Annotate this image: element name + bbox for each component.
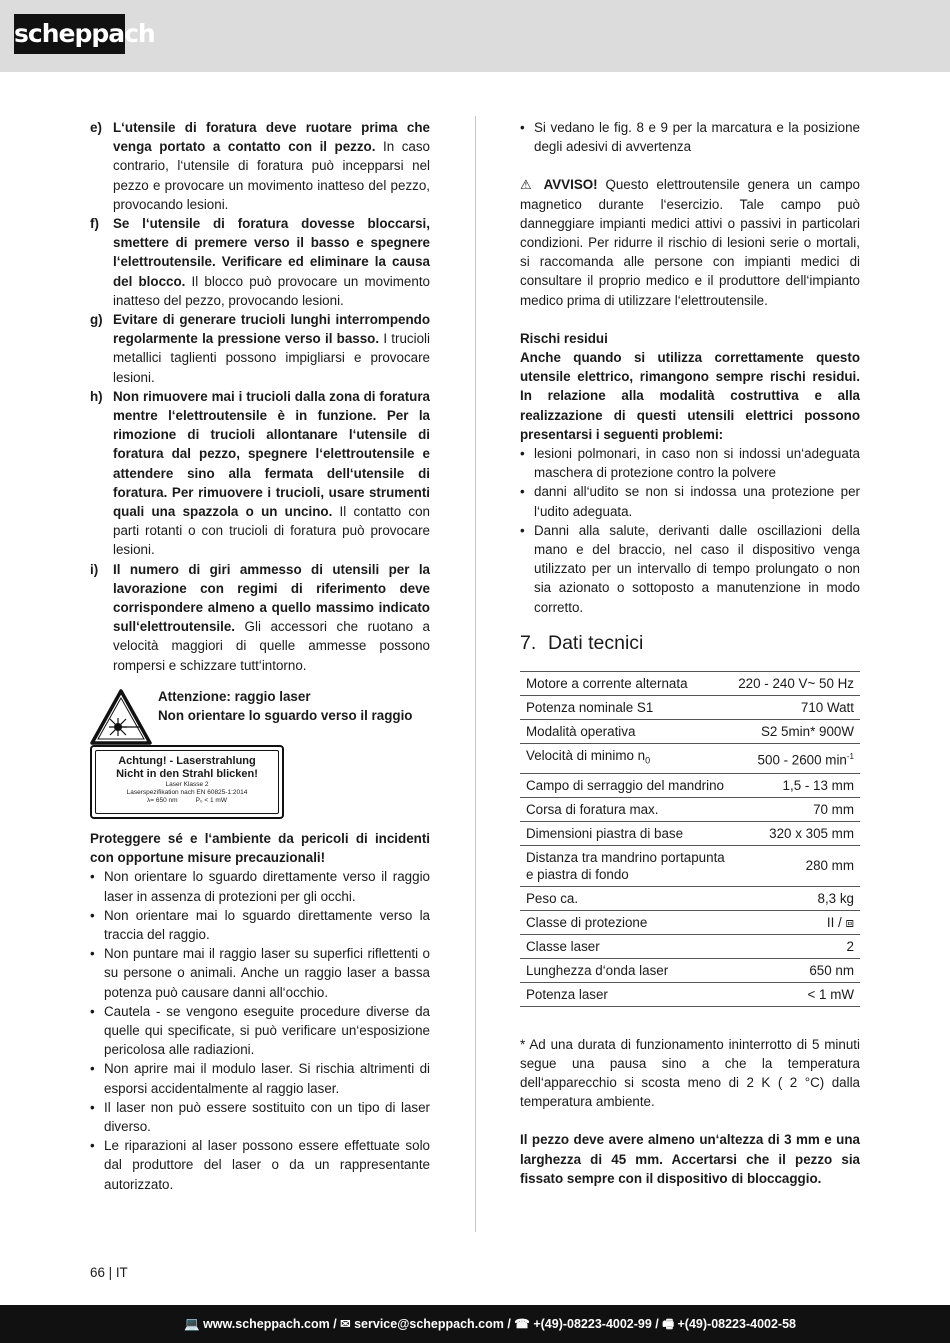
warning-icon: ⚠: [520, 177, 536, 193]
residual-bullet-item: [520, 444, 860, 482]
spec-label: [520, 773, 732, 797]
spec-label-text: Potenza nominale S1: [526, 699, 654, 715]
spec-value-text: 70 mm: [813, 801, 854, 817]
bullet-icon: •: [90, 1099, 95, 1115]
spec-value: [732, 910, 860, 934]
spec-label: [520, 886, 732, 910]
list-text: [113, 387, 430, 560]
bullet-icon: •: [90, 1003, 95, 1019]
spec-label-text: Classe di protezione: [526, 914, 648, 930]
magnetic-warning: [520, 175, 860, 309]
workpiece-note: Il pezzo deve avere almeno un‘altezza di 3 mm e una larghezza di 45 mm. Accertarsi che il pezzo sia fissato sempre con il dispositivo di bloccaggio.: [520, 1132, 860, 1186]
bullet-text: Non orientare lo sguardo direttamente verso il raggio laser in assenza di protezioni per gli occhi.: [104, 869, 430, 904]
bullet-icon: •: [90, 1138, 95, 1154]
spec-value: [732, 845, 860, 886]
spec-label: [520, 671, 732, 695]
left-column: [90, 118, 430, 1194]
spec-row: [520, 958, 860, 982]
bullet-text: Il laser non può essere sostituito con un tipo di laser diverso.: [104, 1099, 430, 1134]
safety-list: [90, 118, 430, 675]
bullet-icon: •: [520, 446, 525, 462]
spec-label-text: Corsa di foratura max.: [526, 801, 659, 817]
protect-heading: Proteggere sé e l‘ambiente da pericoli di incidenti con opportune misure precauzionali!: [90, 830, 430, 866]
spec-label-text: Modalità operativa: [526, 723, 636, 739]
spec-row: [520, 743, 860, 773]
spec-value-text: 220 - 240 V~ 50 Hz: [738, 675, 854, 691]
list-regular-text: Il contatto con parti rotanti o con trucioli di foratura può provocare lesioni.: [113, 504, 430, 558]
spec-label: [520, 910, 732, 934]
spec-value-text: 1,5 - 13 mm: [782, 777, 854, 793]
spec-label: [520, 845, 732, 886]
spec-value: [732, 886, 860, 910]
list-regular-text: In caso contrario, l‘utensile di foratura può incepparsi nel pezzo e provocare un movimento inatteso del pezzo, provocando lesioni.: [113, 139, 430, 212]
spec-value: [732, 934, 860, 958]
bullet-text: lesioni polmonari, in caso non si indossi un‘adeguata maschera di protezione contro la polvere: [534, 446, 860, 481]
page-header: [0, 0, 950, 72]
spec-row: [520, 845, 860, 886]
bullet-icon: •: [90, 946, 95, 962]
list-text: [113, 118, 430, 214]
spec-label-text: Distanza tra mandrino portapunta e piastra di fondo: [526, 849, 725, 882]
bullet-text: Non aprire mai il modulo laser. Si rischia altrimenti di esporsi accidentalmente al raggio laser.: [104, 1061, 430, 1096]
safety-list-item: [90, 214, 430, 310]
warning-label: AVVISO!: [543, 177, 598, 193]
list-bold-text: Non rimuovere mai i trucioli dalla zona di foratura mentre l‘elettroutensile è in funzione. Per la rimozione di trucioli allontanare l‘utensile di foratura dal pezzo, spegnere l‘elettroutensile e attendere sino alla fermata dell‘utensile di foratura. Per rimuovere i trucioli, usare strumenti quali una spazzola o un uncino.: [113, 388, 430, 520]
residual-bullet-item: [520, 482, 860, 520]
laser-label-spec: Laserspezifikation nach EN 60825-1:2014: [126, 788, 248, 796]
laser-bullet-item: [90, 1002, 430, 1060]
spec-row: [520, 719, 860, 743]
spec-label-text: Velocità di minimo n: [526, 747, 646, 763]
laser-bullet-item: [90, 1136, 430, 1194]
spec-value: [732, 773, 860, 797]
list-text: [113, 214, 430, 310]
column-divider: [475, 116, 476, 1232]
spec-row: [520, 910, 860, 934]
residual-intro: Anche quando si utilizza correttamente questo utensile elettrico, rimangono sempre rischi residui. In relazione alla modalità costruttiva e alla realizzazione di questi utensili elettrici possono presentarsi i seguenti problemi:: [520, 350, 860, 442]
spec-value-text: 650 nm: [809, 962, 854, 978]
residual-heading: Rischi residui: [520, 330, 608, 346]
footnote: * Ad una durata di funzionamento ininterrotto di 5 minuti segue una pausa sino a che la temperatura dell‘apparecchio si scosta meno di 2 K ( 2 °C) dalla temperatura ambiente.: [520, 1036, 860, 1110]
spec-value: [732, 797, 860, 821]
list-bold-text: L‘utensile di foratura deve ruotare prima che venga portato a contatto con il pezzo.: [113, 120, 430, 155]
safety-list-item: [90, 310, 430, 387]
spec-value-text: 280 mm: [805, 858, 854, 874]
section-number: 7.: [520, 631, 537, 654]
bullet-icon: •: [520, 522, 525, 538]
spec-value-text: II / ⧈: [826, 914, 854, 930]
spec-label: [520, 743, 732, 773]
spec-value: [732, 743, 860, 773]
section-title: Dati tecnici: [548, 631, 644, 654]
bullet-icon: •: [520, 484, 525, 500]
laser-label-class: Laser Klasse 2: [165, 780, 209, 788]
language-code: IT: [115, 1265, 128, 1280]
laser-warning-line2: Non orientare lo sguardo verso il raggio: [158, 708, 413, 724]
spec-row: [520, 821, 860, 845]
list-regular-text: Gli accessori che ruotano a velocità maggiori di quelle ammesse possono rompersi e schizzare tutt‘intorno.: [113, 619, 430, 673]
laser-label-title2: Nicht in den Strahl blicken!: [116, 767, 258, 780]
laser-class-label: [90, 745, 284, 819]
spec-label: [520, 958, 732, 982]
bullet-icon: •: [90, 1061, 95, 1077]
bullet-text: danni all‘udito se non si indossa una protezione per l‘udito adeguata.: [534, 484, 860, 519]
spec-value-text: 320 x 305 mm: [769, 825, 854, 841]
spec-label-text: Motore a corrente alternata: [526, 675, 688, 691]
spec-value-text: < 1 mW: [807, 986, 854, 1002]
laser-label-title1: Achtung! - Laserstrahlung: [118, 754, 256, 767]
spec-label-text: Lunghezza d‘onda laser: [526, 962, 669, 978]
laser-warning-block: [90, 689, 430, 819]
laser-bullet-list: [90, 867, 430, 1193]
bullet-icon: •: [90, 907, 95, 923]
laser-bullet-item: [90, 1059, 430, 1097]
laser-bullet-item: [90, 906, 430, 944]
residual-bullet-list: [520, 444, 860, 617]
laser-hazard-icon: [90, 689, 152, 745]
spec-value: [732, 671, 860, 695]
warning-text: Questo elettroutensile genera un campo magnetico durante l‘esercizio. Tale campo può danneggiare impianti medici attivi o passivi in particolari condizioni. Per ridurre il rischio di lesioni serie o mortali, si raccomanda alle persone con impianti medici di consultare il proprio medico e il produttore dell‘impianto medico prima di utilizzare l‘elettroutensile.: [520, 177, 860, 308]
laser-warning-text: [158, 687, 430, 725]
brand-logo: scheppach: [14, 14, 125, 54]
laser-bullet-item: [90, 1098, 430, 1136]
spec-row: [520, 773, 860, 797]
spec-value-text: 8,3 kg: [817, 890, 854, 906]
spec-row: [520, 886, 860, 910]
bullet-text: Le riparazioni al laser possono essere effettuate solo dal produttore del laser o da un rappresentante autorizzato.: [104, 1138, 430, 1192]
bullet-icon: •: [90, 869, 95, 885]
spec-value: [732, 958, 860, 982]
list-regular-text: I trucioli metallici taglienti possono impigliarsi e provocare lesioni.: [113, 331, 430, 385]
list-regular-text: Il blocco può provocare un movimento inatteso del pezzo, provocando lesioni.: [113, 273, 430, 308]
safety-list-item: [90, 387, 430, 560]
laser-bullet-item: [90, 867, 430, 905]
bullet-text: Cautela - se vengono eseguite procedure diverse da quelle qui specificate, si può verificare un‘esposizione pericolosa alle radiazioni.: [104, 1003, 430, 1058]
spec-label-sub: 0: [645, 755, 651, 766]
spec-row: [520, 934, 860, 958]
laser-label-wavelength: λ= 650 nm: [147, 796, 178, 804]
list-letter: g): [90, 312, 103, 328]
contact-footer: 💻 www.scheppach.com / ✉ service@scheppach.com / ☎ +(49)-08223-4002-99 / 🖷 +(49)-08223-4002-58: [0, 1305, 950, 1343]
figure-reference-item: • Si vedano le fig. 8 e 9 per la marcatura e la posizione degli adesivi di avvertenza: [520, 118, 860, 156]
list-letter: e): [90, 120, 102, 135]
spec-value: [732, 982, 860, 1006]
laser-label-power: P₀ < 1 mW: [195, 796, 227, 804]
safety-list-item: [90, 560, 430, 675]
spec-value: [732, 821, 860, 845]
bullet-text: Non orientare mai lo sguardo direttamente verso la traccia del raggio.: [104, 907, 430, 942]
spec-value: [732, 695, 860, 719]
spec-label: [520, 982, 732, 1006]
list-letter: i): [90, 561, 99, 577]
spec-value-text: 2: [846, 938, 854, 954]
spec-label: [520, 719, 732, 743]
spec-row: [520, 671, 860, 695]
spec-value-sup: -1: [846, 751, 854, 761]
list-text: [113, 310, 430, 387]
laser-warning-line1: Attenzione: raggio laser: [158, 688, 311, 704]
spec-label: [520, 695, 732, 719]
list-text: [113, 560, 430, 675]
spec-label-text: Classe laser: [526, 938, 600, 954]
tech-specs-table: [520, 671, 860, 1007]
list-letter: h): [90, 388, 103, 404]
bullet-text: Non puntare mai il raggio laser su superfici riflettenti o su persone o animali. Anche un raggio laser a bassa potenza può causare danni all‘occhio.: [104, 946, 430, 1000]
page-number: 66 | IT: [90, 1265, 128, 1280]
list-bold-text: Evitare di generare trucioli lunghi interrompendo regolarmente la pressione verso il basso.: [113, 312, 430, 347]
spec-value-text: 710 Watt: [800, 699, 854, 715]
spec-label-text: Campo di serraggio del mandrino: [526, 777, 724, 793]
safety-list-item: [90, 118, 430, 214]
spec-row: [520, 695, 860, 719]
figure-reference-text: Si vedano le fig. 8 e 9 per la marcatura e la posizione degli adesivi di avvertenza: [534, 120, 860, 155]
spec-value-text: 500 - 2600 min: [757, 752, 847, 768]
section-heading: [520, 631, 860, 655]
spec-label: [520, 821, 732, 845]
spec-value: [732, 719, 860, 743]
bullet-text: Danni alla salute, derivanti dalle oscillazioni della mano e del braccio, nel caso il dispositivo venga utilizzato per un intervallo di tempo prolungato o non sia azionato o sottoposto a manutenzione in modo corretto.: [534, 522, 860, 615]
spec-label-text: Dimensioni piastra di base: [526, 825, 684, 841]
list-bold-text: Se l‘utensile di foratura dovesse bloccarsi, smettere di premere verso il basso e spegnere l‘elettroutensile. Verificare ed eliminare la causa del blocco.: [113, 216, 430, 289]
list-letter: f): [90, 216, 99, 232]
spec-label: [520, 934, 732, 958]
list-bold-text: Il numero di giri ammesso di utensili per la lavorazione con regimi di riferimento deve corrispondere almeno a quello massimo indicato sull‘elettroutensile.: [113, 561, 430, 635]
laser-bullet-item: [90, 944, 430, 1002]
right-column: [520, 118, 860, 1188]
spec-label-text: Potenza laser: [526, 986, 608, 1002]
residual-bullet-item: [520, 521, 860, 617]
spec-value-text: S2 5min* 900W: [760, 723, 854, 739]
spec-label-text: Peso ca.: [526, 890, 579, 906]
spec-row: [520, 982, 860, 1006]
spec-label: [520, 797, 732, 821]
spec-row: [520, 797, 860, 821]
page-number-value: 66: [90, 1265, 105, 1280]
